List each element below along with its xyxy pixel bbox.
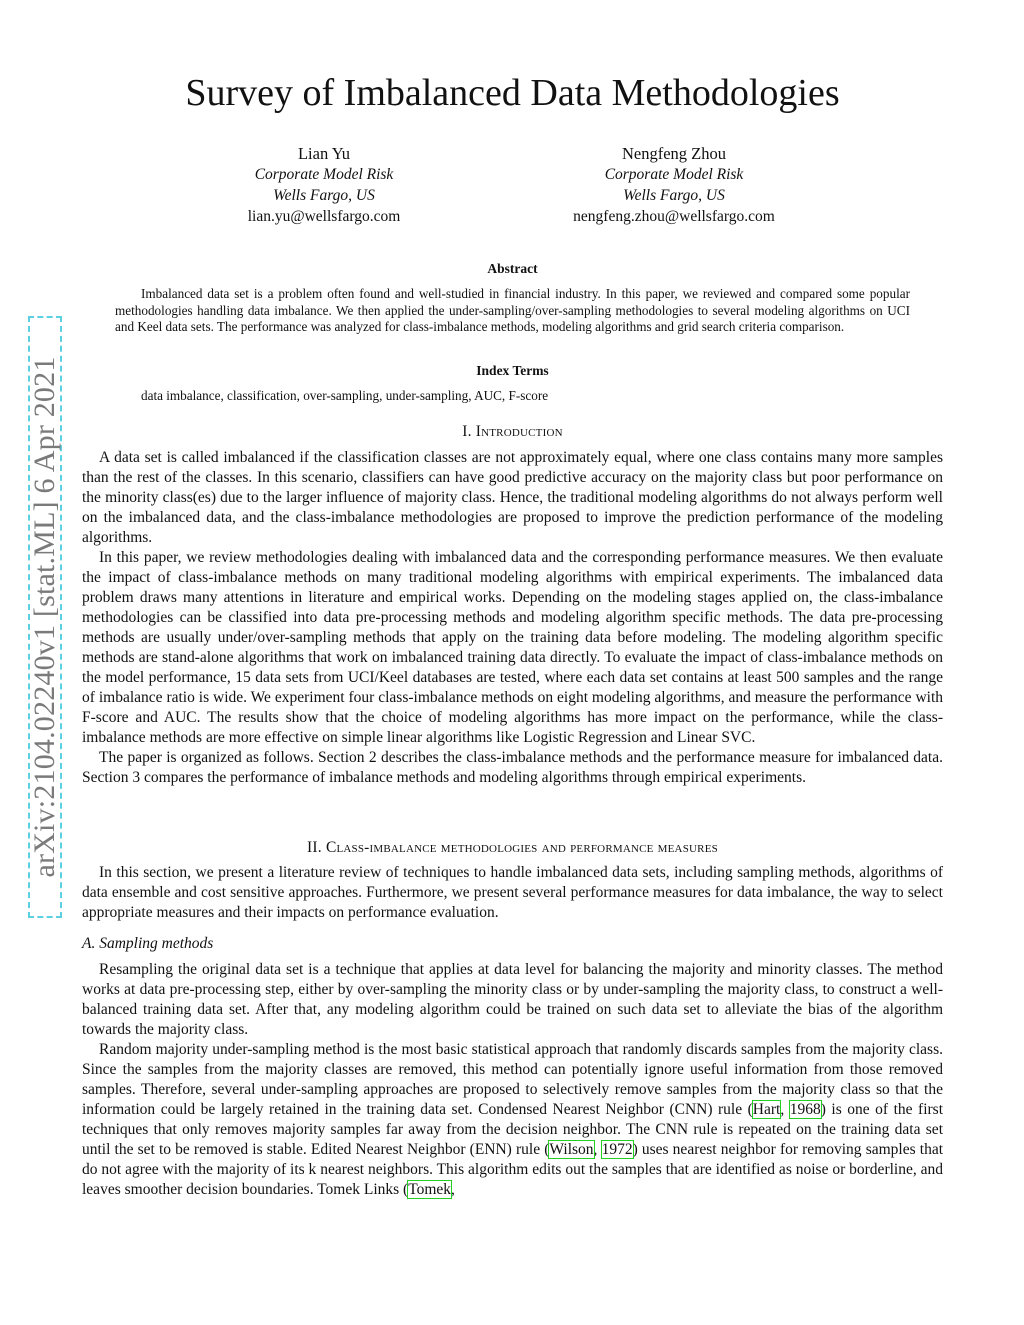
text-run: Random majority under-sampling method is the most basic statistical approach that randomly discards samples from the majority class. Since the samples from the majority classes are removed, this method can potentially ignore useful information from those removed samples. Therefore, several under-sampling approaches are proposed to selectively remove samples from the majority class so that the information could be largely retained in the training data set. Condensed Nearest Neighbor (CNN) rule (: [82, 1041, 943, 1118]
author-org: Corporate Model Risk: [604, 166, 744, 183]
text-run: ,: [780, 1101, 790, 1118]
arxiv-stamp: [28, 316, 62, 918]
section-number: II.: [307, 839, 322, 856]
author-1: [194, 143, 454, 227]
subsection-heading-sampling: A. Sampling methods: [82, 935, 214, 952]
author-location: Wells Fargo, US: [623, 187, 725, 204]
author-2: [544, 143, 804, 227]
citation-link-tomek[interactable]: Tomek: [408, 1181, 452, 1198]
index-terms-heading: Index Terms: [476, 363, 549, 378]
abstract-text: Imbalanced data set is a problem often found and well-studied in financial industry. In this paper, we reviewed and compared some popular methodologies handling data imbalance. We then applied the under-sampling/over-sampling methodologies to several modeling algorithms on UCI and Keel data sets. The performance was analyzed for class-imbalance methods, modeling algorithms and grid search criteria comparison.: [115, 286, 910, 335]
paragraph-with-citations: [82, 1040, 943, 1200]
abstract-heading: Abstract: [487, 261, 538, 276]
introduction-body: [82, 448, 943, 788]
author-org: Corporate Model Risk: [254, 166, 394, 183]
citation-link-wilson[interactable]: Wilson: [549, 1141, 594, 1158]
text-run: ,: [451, 1181, 455, 1198]
section2-intro: [82, 863, 943, 923]
paragraph: In this paper, we review methodologies dealing with imbalanced data and the corresponding performance measures. We then evaluate the impact of class-imbalance methods on many traditional modeling algorithms with empirical experiments. The imbalanced data problem draws many attentions in literature and empirical works. Depending on the modeling stages applied on, the class-imbalance methodologies can be classified into data pre-processing methods and modeling algorithm specific methods. The data pre-processing methods are usually under/over-sampling methods that apply on the training data before modeling. The modeling algorithm specific methods are stand-alone algorithms that work on imbalanced training data directly. To evaluate the impact of class-imbalance methods on the model performance, 15 data sets from UCI/Keel databases are tested, where each data set contains at least 500 samples and the range of imbalance ratio is wide. We experiment four class-imbalance methods on eight modeling algorithms, and measure the performance with F-score and AUC. The results show that the choice of modeling algorithms has more impact on the performance, while the class-imbalance methods are more effective on simple linear algorithms like Logistic Regression and Linear SVC.: [82, 549, 943, 746]
section-heading-methodologies: [82, 839, 943, 857]
paragraph: Resampling the original data set is a technique that applies at data level for balancing the majority and minority classes. The method works at data pre-processing step, either by over-sampling the minority class or by under-sampling the majority class, to construct a well-balanced training data set. After that, any modeling algorithm could be trained on such data set to alleviate the bias of the algorithm towards the majority class.: [82, 961, 943, 1038]
paragraph: The paper is organized as follows. Section 2 describes the class-imbalance methods and the performance measure for imbalanced data. Section 3 compares the performance of imbalance methods and modeling algorithms through empirical experiments.: [82, 749, 943, 786]
citation-link-1968[interactable]: 1968: [789, 1101, 821, 1118]
text-run: ,: [593, 1141, 602, 1158]
paragraph: In this section, we present a literature review of techniques to handle imbalanced data sets, including sampling methods, algorithms of data ensemble and cost sensitive approaches. Furthermore, we present several performance measures for data imbalance, the way to select appropriate measures and their impacts on performance evaluation.: [82, 864, 943, 921]
section-heading-introduction: [82, 423, 943, 441]
citation-link-1972[interactable]: 1972: [601, 1141, 633, 1158]
author-email: lian.yu@wellsfargo.com: [247, 208, 401, 225]
citation-link-hart[interactable]: Hart: [752, 1101, 781, 1118]
text-run: ) uses nearest neighbor for removing samples that do not agree with the majority of its k nearest neighbors. This algorithm edits out the samples that are identified as noise or borderline, and leaves smoother decision boundaries. Tomek Links (: [82, 1141, 944, 1198]
sampling-body: [82, 960, 943, 1200]
paper-title: Survey of Imbalanced Data Methodologies: [185, 72, 840, 114]
section-title: Introduction: [475, 423, 563, 440]
index-terms-text: data imbalance, classification, over-sampling, under-sampling, AUC, F-score: [141, 388, 549, 403]
paragraph: A data set is called imbalanced if the classification classes are not approximately equal, where one class contains many more samples than the rest of the classes. In this scenario, classifiers can have good predictive accuracy on the majority class but poor performance on the minority class(es) due to the larger influence of majority class. Hence, the traditional modeling algorithms do not always perform well on the imbalanced data, and the class-imbalance methodologies are proposed to improve the prediction performance of the modeling algorithms.: [82, 449, 943, 546]
section-number: I.: [462, 423, 472, 440]
section-title: Class-imbalance methodologies and performance measures: [325, 839, 718, 856]
author-email: nengfeng.zhou@wellsfargo.com: [573, 208, 775, 225]
author-location: Wells Fargo, US: [273, 187, 375, 204]
author-name: Lian Yu: [297, 144, 351, 163]
author-name: Nengfeng Zhou: [621, 144, 726, 163]
text-run: ) is one of the first techniques that only removes majority samples far away from the decision neighbor. The CNN rule is repeated on the training data set until the set to be removed is stable. Edited Nearest Neighbor (ENN) rule (: [82, 1101, 943, 1158]
arxiv-stamp-text: arXiv:2104.02240v1 [stat.ML] 6 Apr 2021: [28, 356, 61, 878]
